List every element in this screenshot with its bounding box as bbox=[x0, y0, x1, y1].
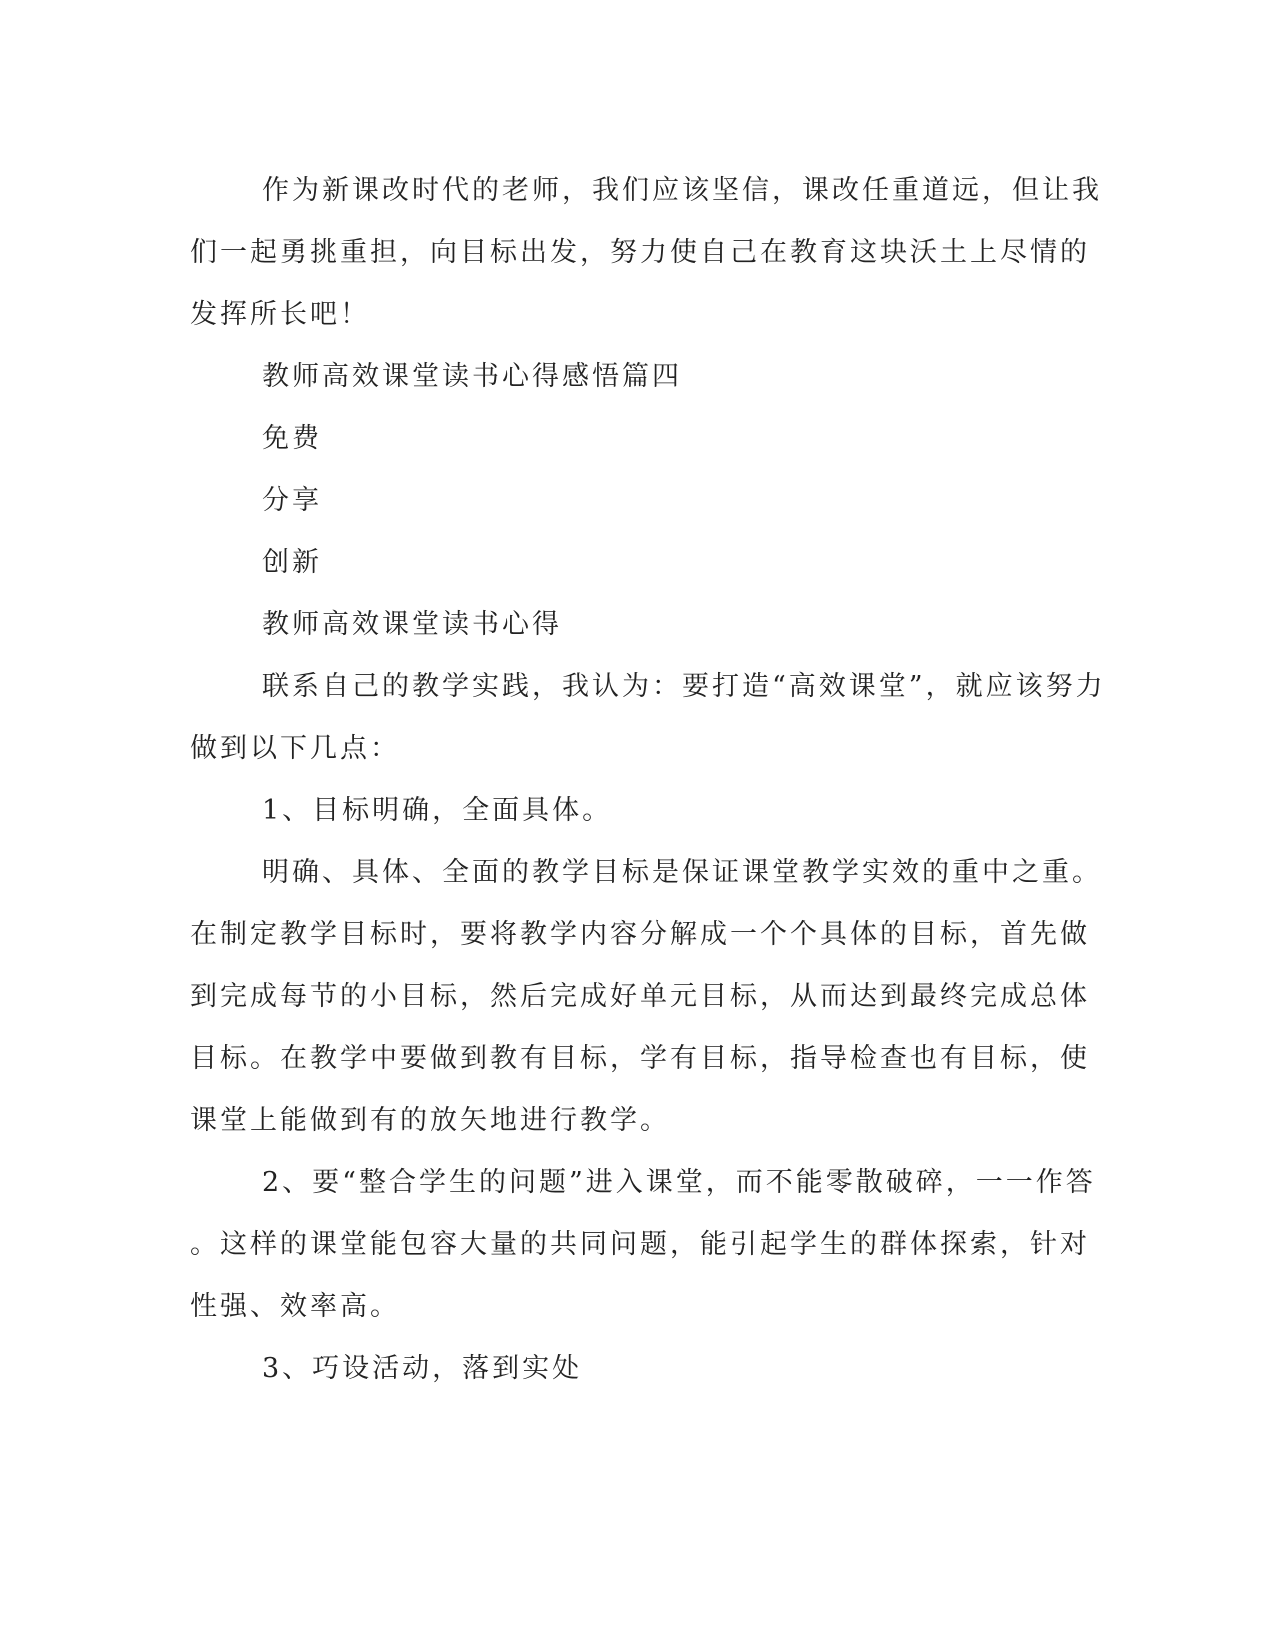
text-line: 做到以下几点： bbox=[190, 733, 400, 764]
text-line: 发挥所长吧！ bbox=[190, 299, 370, 330]
subsection-title: 教师高效课堂读书心得 bbox=[262, 609, 562, 640]
text-line: 目标。在教学中要做到教有目标，学有目标，指导检查也有目标，使 bbox=[190, 1043, 1090, 1074]
text-line: 课堂上能做到有的放矢地进行教学。 bbox=[190, 1105, 670, 1136]
list-item-heading: 1、目标明确，全面具体。 bbox=[262, 795, 613, 826]
text-line: 分享 bbox=[262, 485, 322, 516]
section-title: 教师高效课堂读书心得感悟篇四 bbox=[262, 361, 682, 392]
text-line: 到完成每节的小目标，然后完成好单元目标，从而达到最终完成总体 bbox=[190, 981, 1090, 1012]
text-line: 创新 bbox=[262, 547, 322, 578]
text-line: 性强、效率高。 bbox=[190, 1291, 400, 1322]
text-line: 们一起勇挑重担，向目标出发，努力使自己在教育这块沃土上尽情的 bbox=[190, 237, 1090, 268]
text-line: 明确、具体、全面的教学目标是保证课堂教学实效的重中之重。 bbox=[262, 857, 1102, 888]
text-line: 在制定教学目标时，要将教学内容分解成一个个具体的目标，首先做 bbox=[190, 919, 1090, 950]
list-item-heading: 3、巧设活动，落到实处 bbox=[262, 1353, 583, 1384]
text-line: 免费 bbox=[262, 423, 322, 454]
text-line: 联系自己的教学实践，我认为：要打造“高效课堂”，就应该努力 bbox=[262, 671, 1106, 702]
document-body bbox=[190, 160, 1106, 1400]
text-line: 作为新课改时代的老师，我们应该坚信，课改任重道远，但让我 bbox=[262, 175, 1102, 206]
text-line: 。这样的课堂能包容大量的共同问题，能引起学生的群体探索，针对 bbox=[190, 1229, 1090, 1260]
list-item-heading: 2、要“整合学生的问题”进入课堂，而不能零散破碎，一一作答 bbox=[262, 1167, 1096, 1198]
